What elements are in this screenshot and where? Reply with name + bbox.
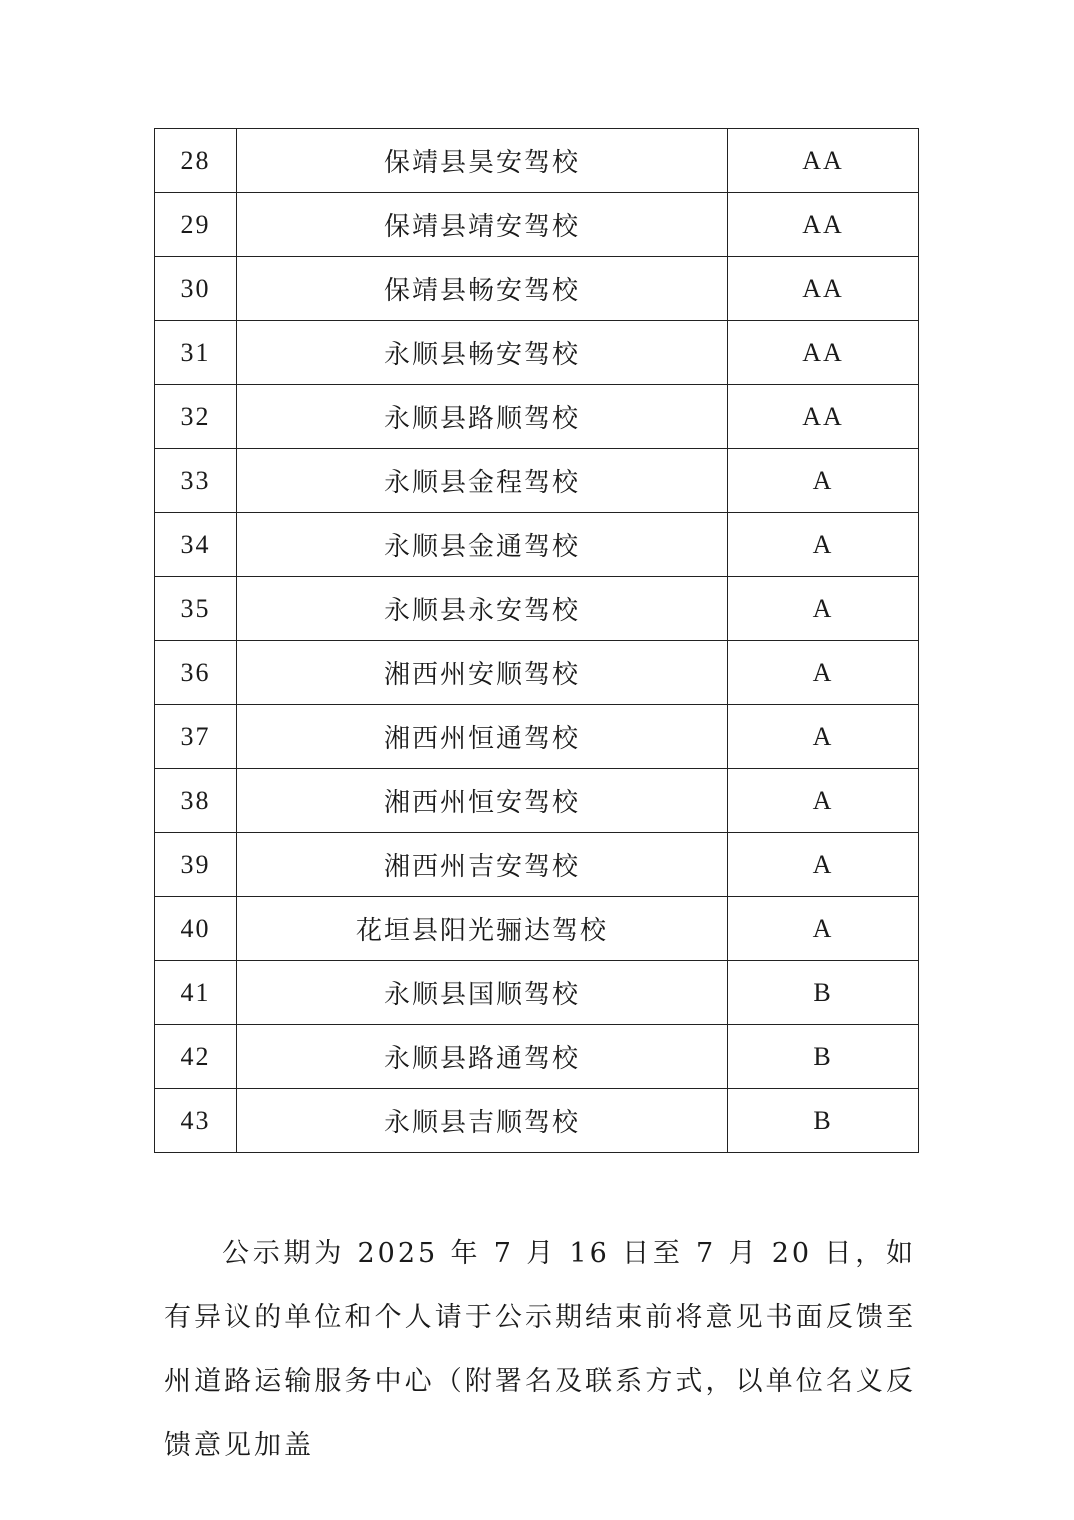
school-name-cell: 永顺县路通驾校	[237, 1025, 728, 1089]
school-name-cell: 湘西州吉安驾校	[237, 833, 728, 897]
rating-grade-cell: A	[728, 577, 919, 641]
table-row	[155, 897, 919, 961]
row-number-cell: 42	[155, 1025, 237, 1089]
row-number-cell: 34	[155, 513, 237, 577]
driving-school-rating-table	[154, 128, 919, 1153]
row-number-cell: 29	[155, 193, 237, 257]
rating-grade-cell: AA	[728, 257, 919, 321]
school-name-cell: 保靖县畅安驾校	[237, 257, 728, 321]
school-name-cell: 保靖县昊安驾校	[237, 129, 728, 193]
row-number-cell: 40	[155, 897, 237, 961]
rating-grade-cell: A	[728, 769, 919, 833]
school-name-cell: 永顺县国顺驾校	[237, 961, 728, 1025]
rating-grade-cell: AA	[728, 385, 919, 449]
row-number-cell: 36	[155, 641, 237, 705]
rating-grade-cell: AA	[728, 321, 919, 385]
table-row	[155, 513, 919, 577]
row-number-cell: 41	[155, 961, 237, 1025]
rating-grade-cell: A	[728, 833, 919, 897]
row-number-cell: 38	[155, 769, 237, 833]
rating-grade-cell: A	[728, 897, 919, 961]
row-number-cell: 43	[155, 1089, 237, 1153]
row-number-cell: 32	[155, 385, 237, 449]
table-row	[155, 769, 919, 833]
table-body	[155, 129, 919, 1153]
rating-grade-cell: A	[728, 641, 919, 705]
table-row	[155, 641, 919, 705]
row-number-cell: 33	[155, 449, 237, 513]
row-number-cell: 37	[155, 705, 237, 769]
row-number-cell: 31	[155, 321, 237, 385]
school-name-cell: 永顺县金通驾校	[237, 513, 728, 577]
school-name-cell: 湘西州恒通驾校	[237, 705, 728, 769]
table-row	[155, 193, 919, 257]
table-row	[155, 1089, 919, 1153]
rating-grade-cell: B	[728, 1089, 919, 1153]
table-row	[155, 321, 919, 385]
school-name-cell: 花垣县阳光骊达驾校	[237, 897, 728, 961]
table-row	[155, 385, 919, 449]
school-name-cell: 永顺县吉顺驾校	[237, 1089, 728, 1153]
row-number-cell: 30	[155, 257, 237, 321]
table-row	[155, 257, 919, 321]
school-name-cell: 湘西州安顺驾校	[237, 641, 728, 705]
school-name-cell: 永顺县路顺驾校	[237, 385, 728, 449]
rating-grade-cell: AA	[728, 129, 919, 193]
table-row	[155, 833, 919, 897]
school-name-cell: 永顺县永安驾校	[237, 577, 728, 641]
school-name-cell: 湘西州恒安驾校	[237, 769, 728, 833]
table-row	[155, 129, 919, 193]
school-name-cell: 保靖县靖安驾校	[237, 193, 728, 257]
notice-paragraph: 公示期为 2025 年 7 月 16 日至 7 月 20 日，如有异议的单位和个人请于公示期结束前将意见书面反馈至州道路运输服务中心（附署名及联系方式，以单位名义反馈意见加盖	[164, 1238, 916, 1461]
table-row	[155, 705, 919, 769]
rating-grade-cell: A	[728, 449, 919, 513]
table-row	[155, 577, 919, 641]
table-row	[155, 961, 919, 1025]
school-name-cell: 永顺县畅安驾校	[237, 321, 728, 385]
row-number-cell: 28	[155, 129, 237, 193]
rating-grade-cell: A	[728, 705, 919, 769]
rating-grade-cell: B	[728, 1025, 919, 1089]
table-row	[155, 449, 919, 513]
school-name-cell: 永顺县金程驾校	[237, 449, 728, 513]
rating-grade-cell: B	[728, 961, 919, 1025]
table-row	[155, 1025, 919, 1089]
rating-grade-cell: AA	[728, 193, 919, 257]
row-number-cell: 35	[155, 577, 237, 641]
rating-grade-cell: A	[728, 513, 919, 577]
row-number-cell: 39	[155, 833, 237, 897]
